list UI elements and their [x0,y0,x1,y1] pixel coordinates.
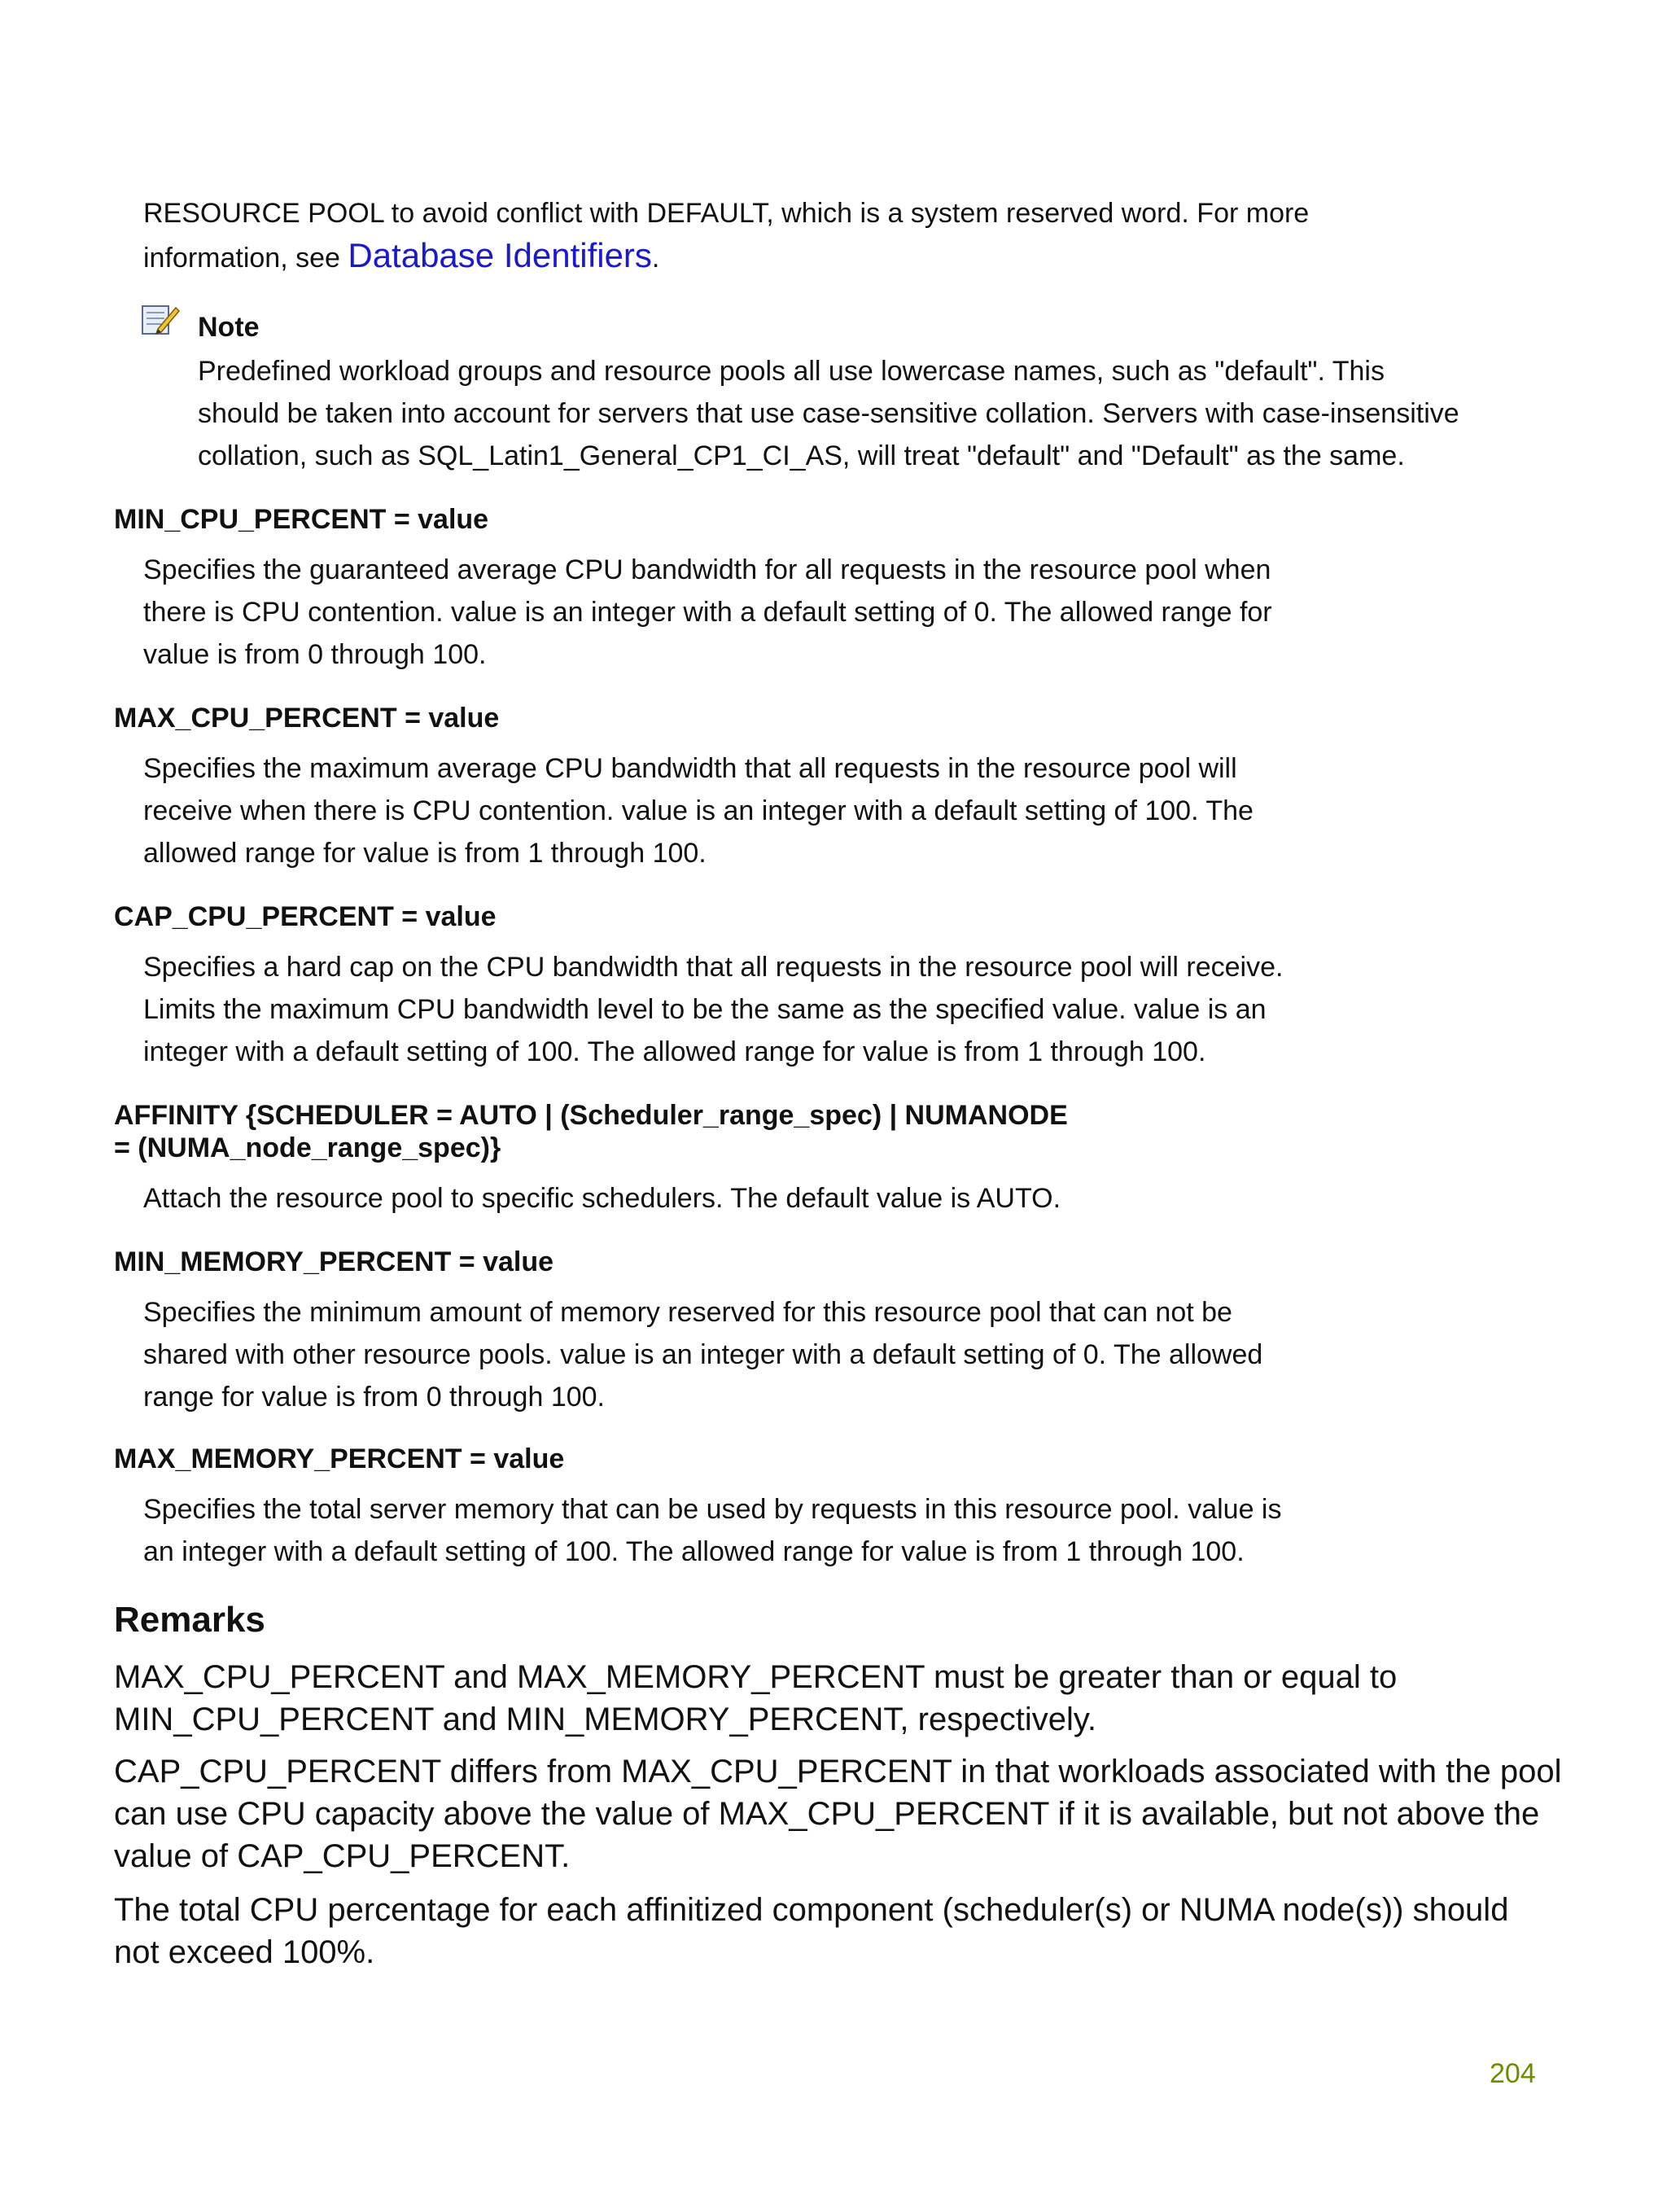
remarks-heading: Remarks [114,1600,265,1640]
database-identifiers-link[interactable]: Database Identifiers [348,236,652,274]
intro-paragraph [143,192,1364,279]
note-body: Predefined workload groups and resource pools all use lowercase names, such as "default". This should be taken into account for servers that use case-sensitive collation. Servers with case-insensitive collation, such as SQL_Latin1_General_CP1_CI_AS, will treat "default" and "Default" as the same. [198,356,1459,471]
argument-description: Specifies the total server memory that can be used by requests in this resource pool. value is an integer with a default setting of 100. The allowed range for value is from 1 through 100. [143,1494,1282,1567]
remarks-paragraph: The total CPU percentage for each affinitized component (scheduler(s) or NUMA node(s)) should not exceed 100%. [114,1892,1509,1970]
note-pencil-icon [140,301,181,337]
argument-term: MAX_MEMORY_PERCENT = value [114,1443,565,1474]
page-number: 204 [1490,2058,1536,2089]
argument-term: AFFINITY {SCHEDULER = AUTO | (Scheduler_range_spec) | NUMANODE = (NUMA_node_range_spec)} [114,1100,1068,1163]
argument-term: MIN_MEMORY_PERCENT = value [114,1246,554,1277]
remarks-paragraph: CAP_CPU_PERCENT differs from MAX_CPU_PERCENT in that workloads associated with the pool can use CPU capacity above the value of MAX_CPU_PERCENT if it is available, but not above the value of CAP_CPU_PERCENT. [114,1754,1562,1874]
argument-term: MIN_CPU_PERCENT = value [114,504,489,535]
argument-description: Specifies the minimum amount of memory reserved for this resource pool that can not be shared with other resource pools. value is an integer with a default setting of 0. The allowed range for value is from 0 through 100. [143,1297,1263,1413]
argument-description: Specifies the guaranteed average CPU bandwidth for all requests in the resource pool when there is CPU contention. value is an integer with a default setting of 0. The allowed range for value is from 0 through 100. [143,554,1272,670]
argument-description: Specifies a hard cap on the CPU bandwidth that all requests in the resource pool will receive. Limits the maximum CPU bandwidth level to be the same as the specified value. value is an integer with a default setting of 100. The allowed range for value is from 1 through 100. [143,952,1284,1067]
argument-description: Attach the resource pool to specific schedulers. The default value is AUTO. [143,1183,1061,1214]
argument-term: MAX_CPU_PERCENT = value [114,703,500,734]
intro-text: RESOURCE POOL to avoid conflict with DEFAULT, which is a system reserved word. For more information, see [143,198,1310,274]
argument-description: Specifies the maximum average CPU bandwidth that all requests in the resource pool will receive when there is CPU contention. value is an integer with a default setting of 100. The allowed range for value is from 1 through 100. [143,753,1254,869]
note-title: Note [198,312,260,343]
argument-term: CAP_CPU_PERCENT = value [114,901,497,932]
intro-period: . [651,243,660,274]
remarks-paragraph: MAX_CPU_PERCENT and MAX_MEMORY_PERCENT must be greater than or equal to MIN_CPU_PERCENT and MIN_MEMORY_PERCENT, respectively. [114,1659,1398,1737]
